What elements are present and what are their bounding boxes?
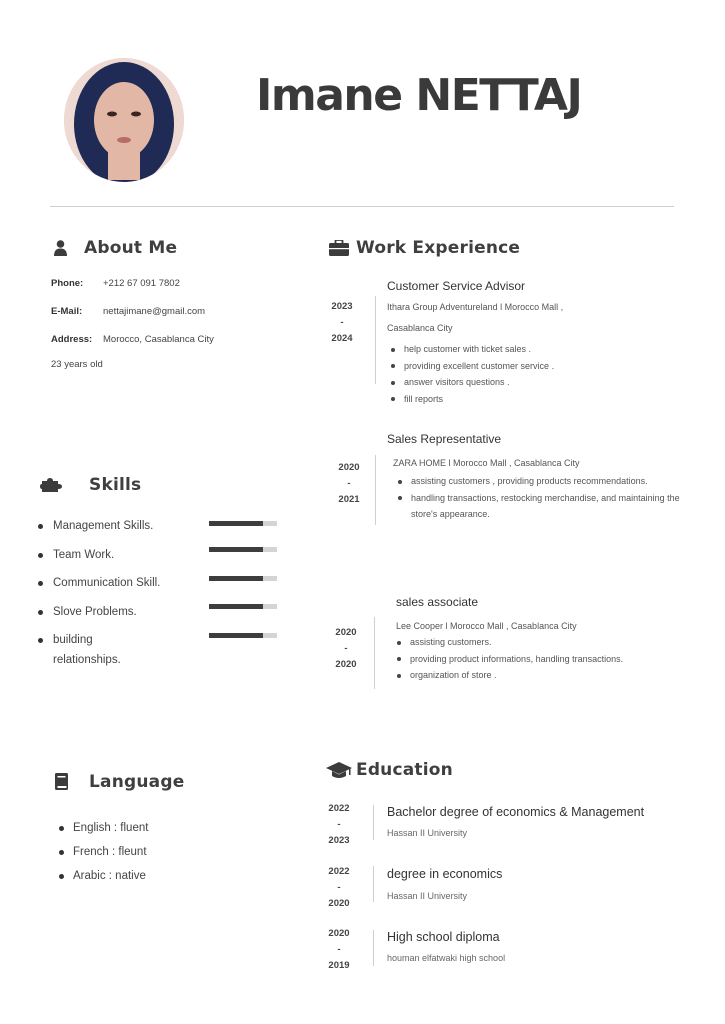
job-duty: providing excellent customer service . (388, 358, 688, 375)
job-duty: help customer with ticket sales . (388, 341, 688, 358)
work-title: Work Experience (356, 238, 521, 258)
edu-dates (322, 864, 356, 912)
edu-school: houman elfatwaki high school (387, 953, 506, 963)
job-title: sales associate (396, 595, 479, 609)
edu-start-year: 2020 (328, 928, 350, 939)
edu-school: Hassan II University (387, 891, 468, 901)
timeline-line (375, 296, 376, 384)
email-value: nettajimane@gmail.com (103, 306, 206, 317)
skills-list (38, 512, 198, 655)
job-duty: fill reports (388, 391, 688, 408)
edu-degree: degree in economics (387, 867, 503, 881)
age-text: 23 years old (51, 359, 103, 370)
job-start-year: 2020 (335, 627, 357, 638)
job-duty: handling transactions, restocking merchandise, and maintaining the store's appearance. (395, 490, 685, 523)
email-row (51, 306, 205, 317)
language-item: English : fluent (59, 816, 148, 840)
job-org: Lee Cooper l Morocco Mall , Casablanca City (396, 621, 577, 631)
job-start-year: 2020 (338, 462, 360, 473)
job-duties (388, 341, 688, 407)
job-duties (395, 473, 685, 523)
job-dates (325, 299, 359, 347)
job-duty: answer visitors questions . (388, 374, 688, 391)
language-title: Language (89, 772, 185, 792)
about-title: About Me (84, 238, 178, 258)
job-title: Customer Service Advisor (387, 279, 526, 293)
language-list (59, 816, 148, 888)
date-separator: - (347, 478, 351, 489)
email-label: E-Mail: (51, 306, 83, 317)
edu-dates (322, 926, 356, 974)
user-icon (54, 240, 67, 256)
date-separator: - (337, 882, 341, 893)
skill-bar (209, 547, 277, 552)
education-title: Education (356, 760, 453, 780)
skill-bar (209, 604, 277, 609)
job-end-year: 2024 (331, 333, 353, 344)
address-value: Morocco, Casablanca City (103, 334, 214, 345)
timeline-line (373, 866, 374, 902)
job-duty: organization of store . (394, 667, 654, 684)
person-name: Imane NETTAJ (256, 70, 582, 121)
edu-degree: High school diploma (387, 930, 500, 944)
skill-item: Team Work. (38, 541, 198, 570)
edu-end-year: 2023 (328, 835, 350, 846)
skill-item: Communication Skill. (38, 569, 198, 598)
skills-title: Skills (89, 475, 142, 495)
skill-item: Slove Problems. (38, 598, 198, 627)
date-separator: - (344, 643, 348, 654)
language-item: French : fleunt (59, 840, 148, 864)
job-duty: providing product informations, handling transactions. (394, 651, 654, 668)
header-divider (50, 206, 674, 207)
job-dates (329, 625, 363, 673)
edu-start-year: 2022 (328, 803, 350, 814)
job-duty: assisting customers. (394, 634, 654, 651)
date-separator: - (337, 944, 341, 955)
address-label: Address: (51, 334, 93, 345)
timeline-line (374, 617, 375, 689)
edu-end-year: 2020 (328, 898, 350, 909)
job-org-city: Casablanca City (387, 323, 453, 333)
edu-end-year: 2019 (328, 960, 350, 971)
edu-degree: Bachelor degree of economics & Management (387, 805, 645, 819)
skill-bar (209, 633, 277, 638)
language-item: Arabic : native (59, 864, 148, 888)
timeline-line (375, 455, 376, 525)
skill-bar-fill (209, 547, 263, 552)
job-start-year: 2023 (331, 301, 353, 312)
phone-value: +212 67 091 7802 (103, 278, 180, 289)
timeline-line (373, 930, 374, 966)
skill-bar-fill (209, 604, 263, 609)
job-end-year: 2020 (335, 659, 357, 670)
job-org: ZARA HOME l Morocco Mall , Casablanca City (393, 458, 580, 468)
briefcase-icon (329, 240, 349, 256)
phone-label: Phone: (51, 278, 84, 289)
job-end-year: 2021 (338, 494, 360, 505)
phone-row (51, 278, 180, 289)
skill-item: Management Skills. (38, 512, 198, 541)
puzzle-icon (40, 478, 62, 492)
profile-photo (64, 58, 184, 182)
date-separator: - (337, 819, 341, 830)
address-row (51, 334, 214, 345)
job-duties (394, 634, 654, 684)
skill-item: building (38, 626, 198, 655)
job-org: Ithara Group Adventureland l Morocco Mall , (387, 302, 564, 312)
skill-bar-fill (209, 521, 263, 526)
job-duty: assisting customers , providing products recommendations. (395, 473, 685, 490)
skill-bar (209, 521, 277, 526)
timeline-line (373, 805, 374, 840)
skill-bar-fill (209, 576, 263, 581)
graduation-cap-icon (326, 762, 352, 780)
edu-start-year: 2022 (328, 866, 350, 877)
date-separator: - (340, 317, 344, 328)
job-title: Sales Representative (387, 432, 502, 446)
job-dates (332, 460, 366, 508)
skill-bar-fill (209, 633, 263, 638)
book-icon (55, 773, 68, 790)
skill-item-continuation: relationships. (53, 654, 121, 666)
skill-bar (209, 576, 277, 581)
edu-school: Hassan II University (387, 828, 468, 838)
edu-dates (322, 801, 356, 849)
